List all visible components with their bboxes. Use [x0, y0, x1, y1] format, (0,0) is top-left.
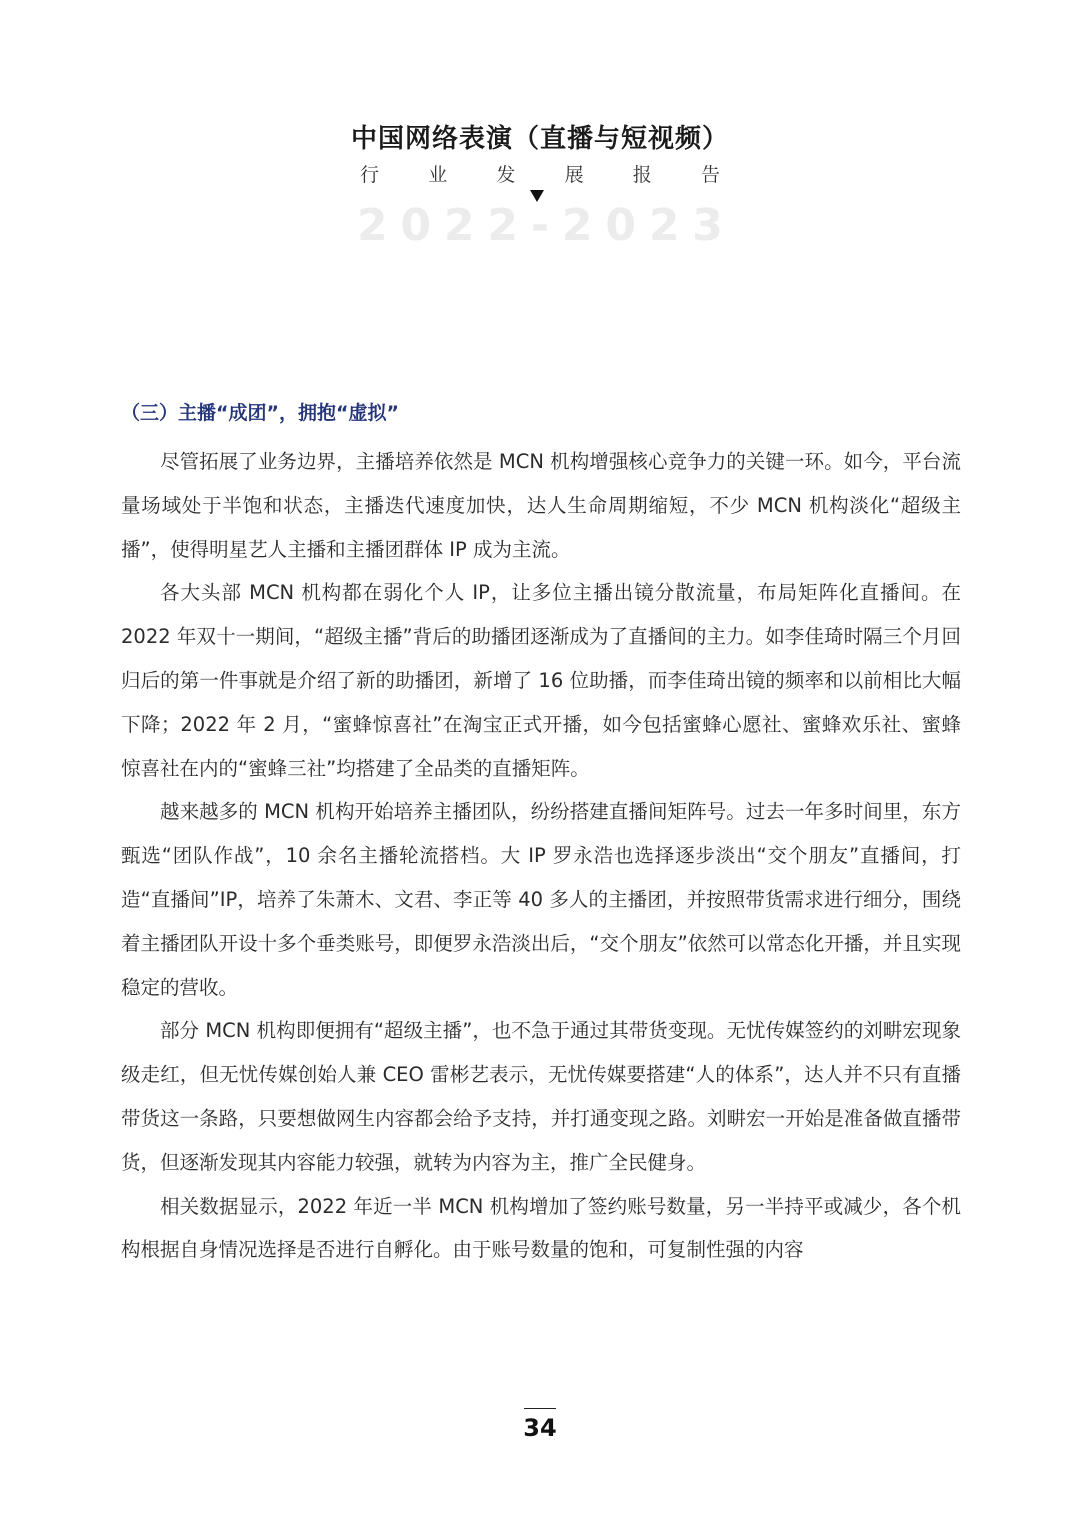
paragraph: 越来越多的 MCN 机构开始培养主播团队，纷纷搭建直播间矩阵号。过去一年多时间里，东方甄选“团队作战”，10 余名主播轮流搭档。大 IP 罗永浩也选择逐步淡出“交个朋友”直播间，打造“直播间”IP，培养了朱萧木、文君、李正等 40 多人的主播团，并按照带货需求进行细分，围绕着主播团队开设十多个垂类账号，即便罗永浩淡出后，“交个朋友”依然可以常态化开播，并且实现稳定的营收。 — [121, 800, 961, 999]
year-char: 0 — [605, 200, 636, 251]
subtitle-char: 发 — [496, 164, 516, 186]
subtitle-char: 行 — [360, 164, 380, 186]
body-text — [121, 440, 961, 1272]
year-char: 2 — [443, 200, 475, 251]
report-subtitle — [360, 160, 720, 187]
paragraph: 尽管拓展了业务边界，主播培养依然是 MCN 机构增强核心竞争力的关键一环。如今，平台流量场域处于半饱和状态，主播迭代速度加快，达人生命周期缩短，不少 MCN 机构淡化“超级主播”，使得明星艺人主播和主播团群体 IP 成为主流。 — [121, 450, 961, 561]
page-number: 34 — [523, 1414, 557, 1442]
subtitle-char: 报 — [632, 164, 652, 186]
section-heading: （三）主播“成团”，拥抱“虚拟” — [121, 402, 399, 424]
year-char: - — [530, 200, 550, 251]
year-char: 3 — [692, 200, 723, 251]
subtitle-char: 展 — [564, 164, 584, 186]
paragraph: 各大头部 MCN 机构都在弱化个人 IP，让多位主播出镜分散流量，布局矩阵化直播间。在 2022 年双十一期间，“超级主播”背后的助播团逐渐成为了直播间的主力。如李佳琦时隔三个月回归后的第一件事就是介绍了新的助播团，新增了 16 位助播，而李佳琦出镜的频率和以前相比大幅下降；2022 年 2 月，“蜜蜂惊喜社”在淘宝正式开播，如今包括蜜蜂心愿社、蜜蜂欢乐社、蜜蜂惊喜社在内的“蜜蜂三社”均搭建了全品类的直播矩阵。 — [121, 581, 961, 780]
year-char: 2 — [357, 200, 388, 251]
year-char: 2 — [561, 200, 593, 251]
report-title: 中国网络表演（直播与短视频） — [350, 124, 729, 154]
year-char: 2 — [648, 200, 680, 251]
subtitle-char: 告 — [700, 164, 720, 186]
year-char: 0 — [400, 200, 432, 251]
year-range-watermark — [357, 200, 723, 251]
subtitle-char: 业 — [428, 164, 448, 186]
footer-divider — [524, 1408, 556, 1409]
year-char: 2 — [487, 200, 518, 251]
paragraph: 相关数据显示，2022 年近一半 MCN 机构增加了签约账号数量，另一半持平或减少，各个机构根据自身情况选择是否进行自孵化。由于账号数量的饱和，可复制性强的内容 — [121, 1194, 961, 1262]
paragraph: 部分 MCN 机构即便拥有“超级主播”，也不急于通过其带货变现。无忧传媒签约的刘畊宏现象级走红，但无忧传媒创始人兼 CEO 雷彬艺表示，无忧传媒要搭建“人的体系”，达人并不只有直播带货这一条路，只要想做网生内容都会给予支持，并打通变现之路。刘畊宏一开始是准备做直播带货，但逐渐发现其内容能力较强，就转为内容为主，推广全民健身。 — [121, 1019, 961, 1174]
